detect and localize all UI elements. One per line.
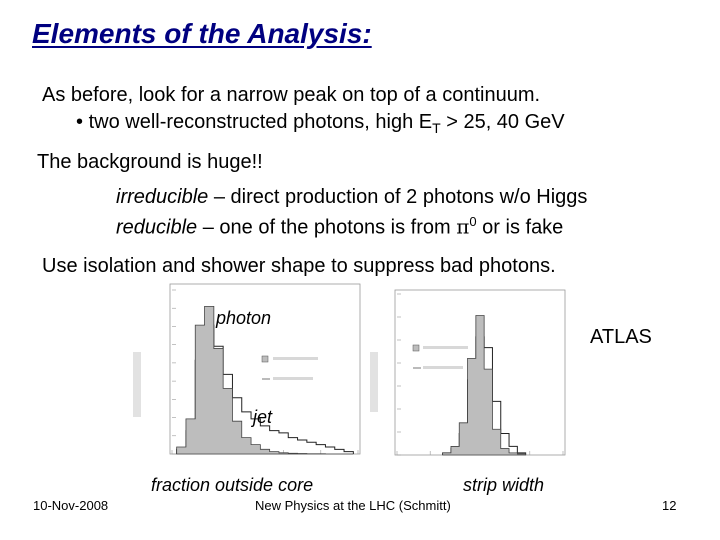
atlas-label: ATLAS xyxy=(590,326,652,348)
right-ylabel-faint xyxy=(370,352,378,412)
line5-mid: – one of the photons is from xyxy=(197,216,457,239)
text-line-5 xyxy=(116,214,563,240)
text-line-3: The background is huge!! xyxy=(37,151,263,173)
jet-label: jet xyxy=(253,407,273,427)
footer-date: 10-Nov-2008 xyxy=(33,498,109,513)
pi-superscript: 0 xyxy=(469,214,477,229)
pi-symbol: π xyxy=(456,214,470,239)
irreducible-term: irreducible xyxy=(116,186,209,208)
text-line-6: Use isolation and shower shape to suppress bad photons. xyxy=(42,255,556,277)
footer-title: New Physics at the LHC (Schmitt) xyxy=(255,498,451,513)
text-line-1: As before, look for a narrow peak on top of a continuum. xyxy=(42,84,541,106)
left-xlabel: fraction outside core xyxy=(151,475,314,495)
line2-sub: T xyxy=(432,120,441,136)
text-line-4 xyxy=(116,186,587,209)
line2-prefix: two well-reconstructed photons, high E xyxy=(88,111,433,133)
line2-suffix: > 25, 40 GeV xyxy=(440,111,565,133)
photon-label: photon xyxy=(216,308,272,328)
right-histogram xyxy=(355,282,570,482)
line5-end: or is fake xyxy=(476,216,564,239)
right-xlabel: strip width xyxy=(463,475,545,495)
line4-rest: – direct production of 2 photons w/o Higgs xyxy=(208,186,588,208)
left-ylabel-faint xyxy=(133,352,141,417)
slide-title: Elements of the Analysis: xyxy=(32,18,372,49)
reducible-term: reducible xyxy=(116,216,198,239)
bullet: • xyxy=(76,111,84,133)
page-number: 12 xyxy=(662,498,677,513)
text-line-2 xyxy=(76,111,565,136)
